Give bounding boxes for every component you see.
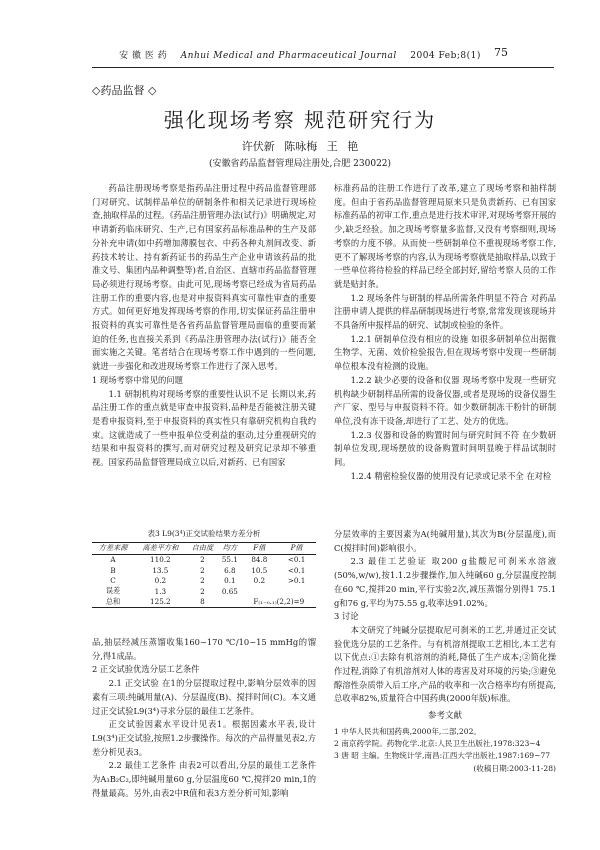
paragraph: 1.1 研制机构对现场考察的重要性认识不足 长期以来,药品注册工作的重点就是审查申报资料,品种是否能被注册关键是看申报资料,至于申报资料的真实性只有靠研究机构自我约束。这就造成了一些申报单位受利益的驱动,过分重视研究的结果和申报资料的撰写,而对研究过程及研究记录却不够重视。国家药品监督管理局成立以后,对新药、已有国家 bbox=[92, 388, 316, 468]
paragraph: 1.2 现场条件与研制的样品所需条件明显不符合 对药品注册申请人提供的样品研制现场进行考察,常常发现该现场并不具备所申报样品的研究、试制或检验的条件。 bbox=[334, 292, 556, 331]
references-title: 参考文献 bbox=[427, 711, 462, 722]
paragraph: 药品注册现场考察是指药品注册过程中药品监督管理部门对研究、试制样品单位的研制条件和相关记录进行现场检查,抽取样品的过程。《药品注册管理办法(试行)》明确规定,对申请新药临床研究、生产,已有国家药品标准品种的生产及部分补充申请(如中药增加薄膜包衣、中药各种丸剂间改变、新药技术转让、持有新药证书的药品生产企业申请该药品的批准文号、集团内品种调整等)者,自治区、直辖市药品监督管理局必须进行现场考察。由此可见,现场考察已经成为省局药品注册工作的重要内容,也是对申报资料真实可靠性审查的重要方式。如何更好地发挥现场考察的作用,切实保证药品注册申报资料的真实可靠性是各省药品监督管理局面临的重要而紧迫的任务,也直接关系到《药品注册管理办法(试行)》能否全面实施之关键。笔者结合在现场考察工作中遇到的一些问题,就进一步强化和改进现场考察工作进行了深入思考。 bbox=[92, 183, 316, 372]
paragraph: 正交试验因素水平设计见表1。根据因素水平表,设计L9(3⁴)正交试验,按照1.2步骤操作。每次的产品得量见表2,方差分析见表3。 bbox=[92, 719, 316, 757]
table-cell: 总和 bbox=[92, 597, 134, 608]
table-cell: 2 bbox=[200, 576, 205, 586]
table-cell: 误差 bbox=[105, 586, 121, 596]
table-cell: 84.8 bbox=[251, 555, 268, 565]
table-cell: 0.1 bbox=[224, 576, 236, 586]
table-header-cell: 自由度 bbox=[187, 543, 219, 555]
table-header-cell: 离差平方和 bbox=[134, 543, 187, 555]
table-cell: <0.1 bbox=[287, 565, 306, 575]
table-row bbox=[92, 597, 316, 608]
table-cell bbox=[242, 586, 278, 597]
issue-info: 2004 Feb;8(1) bbox=[410, 51, 481, 61]
table-row bbox=[92, 565, 316, 576]
table-cell bbox=[277, 586, 316, 597]
paragraph: 品,抽层经减压蒸馏收集160~170 ℃/10~15 mmHg的馏分,得1成品。 bbox=[92, 637, 316, 661]
table-header-cell: 均方 bbox=[218, 543, 241, 555]
left-column bbox=[92, 182, 316, 470]
header-journal-line bbox=[0, 48, 600, 61]
table-cell: 1.3 bbox=[154, 586, 167, 596]
table-cell: 2 bbox=[200, 555, 205, 565]
paragraph: 1.2.4 精密检验仪器的使用没有记录或记录不全 在对检 bbox=[350, 470, 552, 481]
table-cell: <0.1 bbox=[287, 555, 306, 565]
right-column-lower bbox=[334, 528, 556, 776]
table-cell: 110.2 bbox=[150, 555, 171, 565]
affiliation: (安徽省药品监督管理局注册处,合肥 230022) bbox=[208, 159, 392, 169]
article-title: 强化现场考察 规范研究行为 bbox=[163, 108, 437, 132]
table-cell: 8 bbox=[187, 597, 219, 608]
section-label: ◇药品监督 ◇ bbox=[92, 84, 157, 97]
paragraph: 标准药品的注册工作进行了改革,建立了现场考察和抽样制度。但由于省药品监督管理局原来只是负责新药、已有国家标准药品的初审工作,重点是进行技术审评,对现场考察开展的少,缺乏经验。加之现场考察量多监督,又没有考察细则,现场考察的力度不够。从而使一些研制单位不重视现场考察工作,更不了解现场考察的内容,认为现场考察就是抽取样品,以致于一些单位将待检验的样品已经全部封好,留给考察人员的工作就是贴封条。 bbox=[334, 183, 556, 289]
table-header-cell: F值 bbox=[242, 543, 278, 555]
section-heading: 3 讨论 bbox=[334, 611, 359, 622]
table-cell: 125.2 bbox=[134, 597, 187, 608]
references-list bbox=[334, 726, 556, 762]
table-row bbox=[92, 576, 316, 587]
table-cell bbox=[218, 597, 241, 608]
running-header bbox=[0, 48, 600, 62]
paragraph: 1.2.3 仪器和设备的购置时间与研究时间不符 在少数研制单位发现,现场摆放的设备购置时间明显晚于样品试制时间。 bbox=[334, 429, 556, 468]
table-cell: C bbox=[110, 576, 116, 586]
paragraph: 1.2.2 缺少必要的设备和仪器 现场考察中发现一些研究机构缺少研制样品所需的设备仪器,或者是现场的设备仪器生产厂家、型号与申报资料不符。如少数研制冻干粉针的研制单位,没有冻干设备,却进行了工艺、处方的优选。 bbox=[334, 374, 556, 426]
table-header-cell: 方差来源 bbox=[92, 543, 134, 555]
paragraph: 本文研究了纯碱分层提取尼可刹米的工艺,并通过正交试验优选分层的工艺条件。与有机溶剂提取工艺相比,本工艺有以下优点:①去除有机溶剂的消耗,降低了生产成本;②简化操作过程,消除了有机溶剂对人体的毒害及对环境的污染;③避免醇溶性杂质带入后工序,产品的收率和一次合格率均有所提高,总收率82%,质量符合中国药典(2000年版)标准。 bbox=[334, 624, 556, 704]
table-cell: 0.2 bbox=[253, 576, 266, 586]
table-caption: 表3 L9(3⁴)正交试验结果方差分析 bbox=[147, 529, 261, 538]
table-cell: 6.8 bbox=[224, 565, 236, 575]
reference-item: 2 南京药学院。药物化学.北京:人民卫生出版社,1978:323~4 bbox=[334, 738, 541, 748]
header-rule bbox=[92, 67, 554, 68]
right-column bbox=[334, 182, 556, 483]
table-cell: 55.1 bbox=[221, 555, 238, 565]
paragraph: 2.1 正交试验 在1的分层提取过程中,影响分层效率的因素有三项:纯碱用量(A)、分层温度(B)、搅拌时间(C)。本文通过正交试验L9(3⁴)寻求分层的最佳工艺条件。 bbox=[92, 678, 316, 716]
table-cell: A bbox=[110, 555, 116, 565]
reference-item: 3 唐 昭 主编。生物统计学,南昌:江西大学出版社,1987:169~77 bbox=[334, 750, 551, 760]
table-row bbox=[92, 586, 316, 597]
paragraph: 分层效率的主要因素为A(纯碱用量),其次为B(分层温度),而C(搅拌时间)影响很小。 bbox=[334, 529, 556, 553]
table-cell: 0.2 bbox=[154, 576, 167, 586]
table-cell: 2 bbox=[200, 565, 205, 575]
paragraph: 2.2 最佳工艺条件 由表2可以看出,分层的最佳工艺条件为A₃B₂C₂,即纯碱用量60 g,分层温度60 ℃,搅拌20 min,1的得量最高。另外,由表2中R值和表3方差分析可知,影响 bbox=[92, 760, 316, 798]
table-header-cell: P值 bbox=[277, 543, 316, 555]
anova-table bbox=[92, 528, 316, 608]
left-column-lower bbox=[92, 636, 316, 800]
table-cell: 0.65 bbox=[221, 586, 238, 596]
page-number: 75 bbox=[494, 46, 508, 59]
table-cell: 10.5 bbox=[251, 565, 268, 575]
authors: 许伏新 陈咏梅 王 艳 bbox=[241, 140, 359, 153]
paragraph: 1.2.1 研制单位没有相应的设施 如很多研制单位出据微生物学、无菌、效价检验报告,但在现场考察中发现一些研制单位根本没有检测的设施。 bbox=[334, 333, 556, 372]
reference-item: 1 中华人民共和国药典,2000年,二部,202。 bbox=[334, 726, 482, 736]
table-cell: B bbox=[110, 565, 116, 575]
section-heading: 2 正交试验优选分层工艺条件 bbox=[92, 664, 200, 675]
table-cell: F₍₁₋₀.₁₎(2,2)=9 bbox=[242, 597, 316, 608]
received-date: (收稿日期:2003-11-28) bbox=[473, 763, 556, 773]
table bbox=[92, 542, 316, 608]
journal-name-cn: 安 徽 医 药 bbox=[119, 51, 168, 61]
table-cell: 2 bbox=[200, 586, 205, 596]
table-header-row bbox=[92, 543, 316, 555]
table-cell: >0.1 bbox=[287, 576, 306, 586]
table-row bbox=[92, 554, 316, 565]
table-cell: 13.5 bbox=[152, 565, 169, 575]
journal-name-en: Anhui Medical and Pharmaceutical Journal bbox=[180, 51, 397, 61]
section-heading: 1 现场考察中常见的问题 bbox=[92, 374, 183, 385]
paragraph: 2.3 最佳工艺验证 取200 g盐酸尼可刹米水溶液(50%,w/w),按1.1.2步骤操作,加入纯碱60 g,分层温度控制在60 ℃,搅拌20 min,平行实验2次,减压蒸馏分别得1 75.1 g和76 g,平均为75.55 g,收率达91.02%。 bbox=[334, 556, 556, 608]
